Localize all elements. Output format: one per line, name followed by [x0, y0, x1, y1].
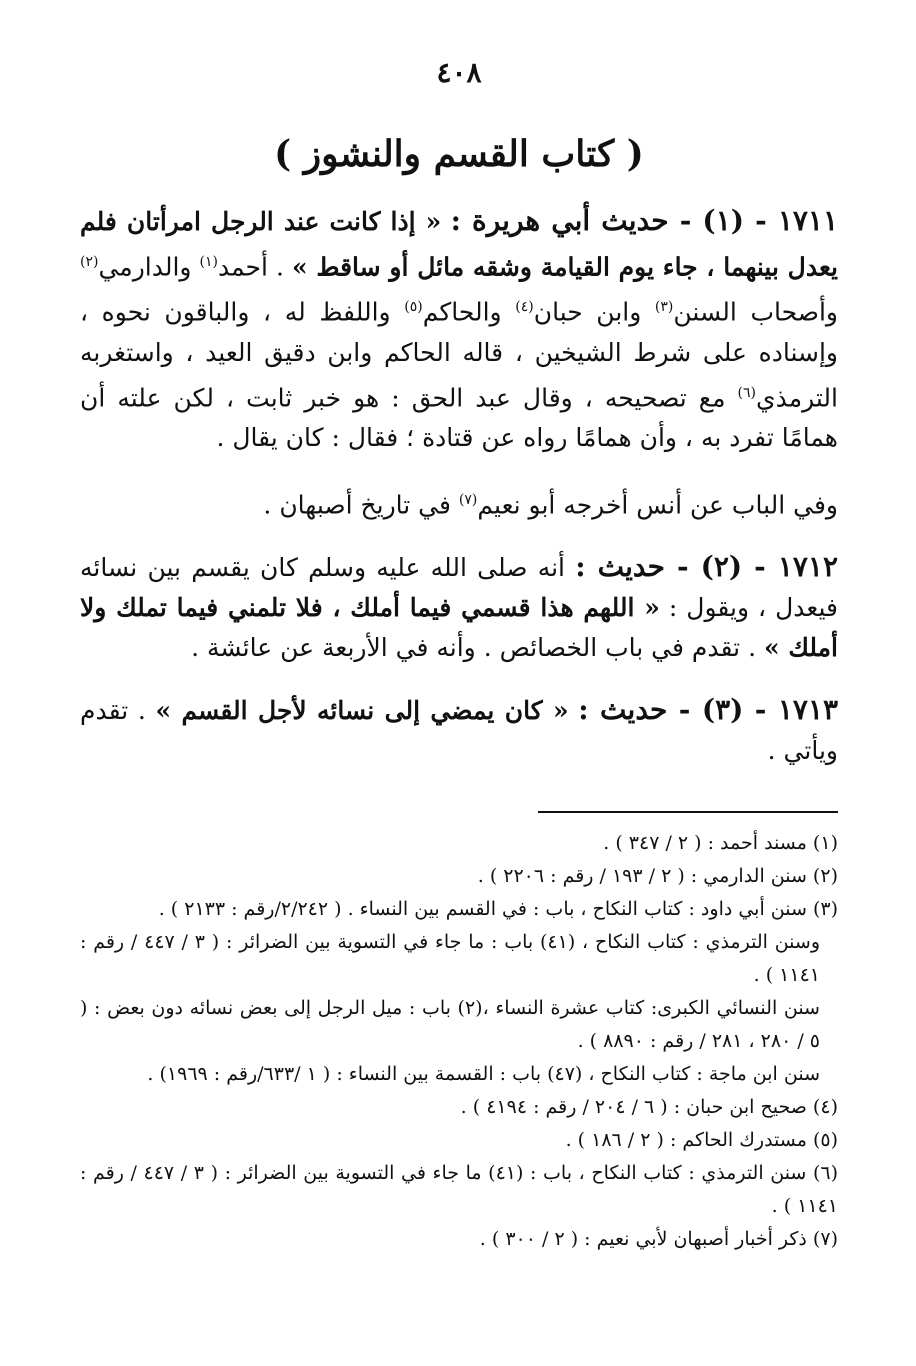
- footnote-3-tirmidhi: وسنن الترمذي : كتاب النكاح ، (٤١) باب : ما جاء في التسوية بين الضرائر : ( ٣ / ٤٤٧ / رقم : ١١٤١ ) .: [80, 931, 820, 987]
- entry-text: . أحمد: [217, 252, 284, 282]
- footnote-3-ibn-majah: سنن ابن ماجة : كتاب النكاح ، (٤٧) باب : القسمة بين النساء : ( ١ /٦٣٣/رقم : ١٩٦٩) .: [147, 1063, 820, 1086]
- entry-text: وابن حبان: [533, 297, 642, 327]
- footnote-3-nasai: سنن النسائي الكبرى: كتاب عشرة النساء ،(٢) باب : ميل الرجل إلى بعض نسائه دون بعض : ( ٥ / ٢٨٠ ، ٢٨١ / رقم : ٨٨٩٠ ) .: [80, 997, 820, 1053]
- entry-number: ١٧١٢ - (٢) - حديث :: [575, 550, 838, 584]
- footnote-ref: (٣): [654, 299, 674, 316]
- footnote-ref: (٤): [515, 299, 534, 316]
- hadith-entry-1712: [80, 547, 838, 668]
- hadith-entry-1711: [80, 201, 838, 458]
- chapter-title: ( كتاب القسم والنشوز ): [274, 133, 644, 175]
- hadith-quote: « إذا كانت عند الرجل امرأتان فلم يعدل بينهما ، جاء يوم القيامة وشقه مائل أو ساقط »: [80, 207, 838, 282]
- hadith-quote: « اللهم هذا قسمي فيما أملك ، فلا تلمني فيما تملك ولا أملك »: [80, 593, 838, 663]
- entry-text: والدارمي: [98, 252, 192, 282]
- footnote-3: (٣) سنن أبي داود : كتاب النكاح ، باب : في القسم بين النساء . ( ٢/٢٤٢/رقم : ٢١٣٣ ) .: [158, 898, 838, 921]
- footnote-divider: [538, 811, 838, 813]
- entry-text: . تقدم ويأتي .: [80, 696, 838, 766]
- footnote-1: (١) مسند أحمد : ( ٢ / ٣٤٧ ) .: [603, 832, 838, 855]
- entry-number: ١٧١١ - (١) - حديث أبي هريرة :: [450, 204, 838, 237]
- entry-text: . تقدم في باب الخصائص . وأنه في الأربعة عن عائشة .: [191, 633, 757, 663]
- footnote-ref: (١): [199, 254, 218, 270]
- entry-text: في تاريخ أصبهان .: [263, 490, 451, 520]
- entry-text: وفي الباب عن أنس أخرجه أبو نعيم: [477, 490, 838, 520]
- entry-number: ١٧١٣ - (٣) - حديث :: [578, 693, 839, 727]
- footnote-ref: (٢): [80, 254, 99, 270]
- entry-text: واللفظ له ، والباقون نحوه ، وإسناده على شرط الشيخين ، قاله الحاكم وابن دقيق العيد ، واستغربه الترمذي: [80, 297, 838, 412]
- entry-text: مع تصحيحه ، وقال عبد الحق : هو خبر ثابت ، لكن علته أن همامًا تفرد به ، وأن همامًا رواه عن قتادة ؛ فقال : كان يقال .: [80, 382, 838, 452]
- page-number: ٤٠٨: [436, 56, 482, 89]
- footnote-ref: (٦): [737, 384, 756, 401]
- hadith-entry-1713: [80, 690, 838, 771]
- hadith-quote: « كان يمضي إلى نسائه لأجل القسم »: [155, 696, 569, 726]
- footnote-4: (٤) صحيح ابن حبان : ( ٦ / ٢٠٤ / رقم : ٤١٩٤ ) .: [460, 1096, 838, 1119]
- footnote-6: (٦) سنن الترمذي : كتاب النكاح ، باب : (٤١) ما جاء في التسوية بين الضرائر : ( ٣ / ٤٤٧ / رقم : ١١٤١ ) .: [80, 1162, 839, 1218]
- footnote-ref: (٥): [404, 299, 423, 316]
- footnote-2: (٢) سنن الدارمي : ( ٢ / ١٩٣ / رقم : ٢٢٠٦ ) .: [477, 865, 838, 888]
- footnote-7: (٧) ذكر أخبار أصبهان لأبي نعيم : ( ٢ / ٣٠٠ ) .: [479, 1228, 838, 1251]
- entry-text: وأصحاب السنن: [673, 297, 838, 327]
- footnotes: [80, 827, 838, 1256]
- entry-text: والحاكم: [422, 297, 502, 327]
- footnote-5: (٥) مستدرك الحاكم : ( ٢ / ١٨٦ ) .: [565, 1129, 838, 1152]
- entry-text: أنه صلى الله عليه وسلم كان يقسم بين نسائه فيعدل ، ويقول :: [80, 553, 838, 623]
- bab-note: [80, 480, 838, 525]
- footnote-ref: (٧): [458, 491, 478, 508]
